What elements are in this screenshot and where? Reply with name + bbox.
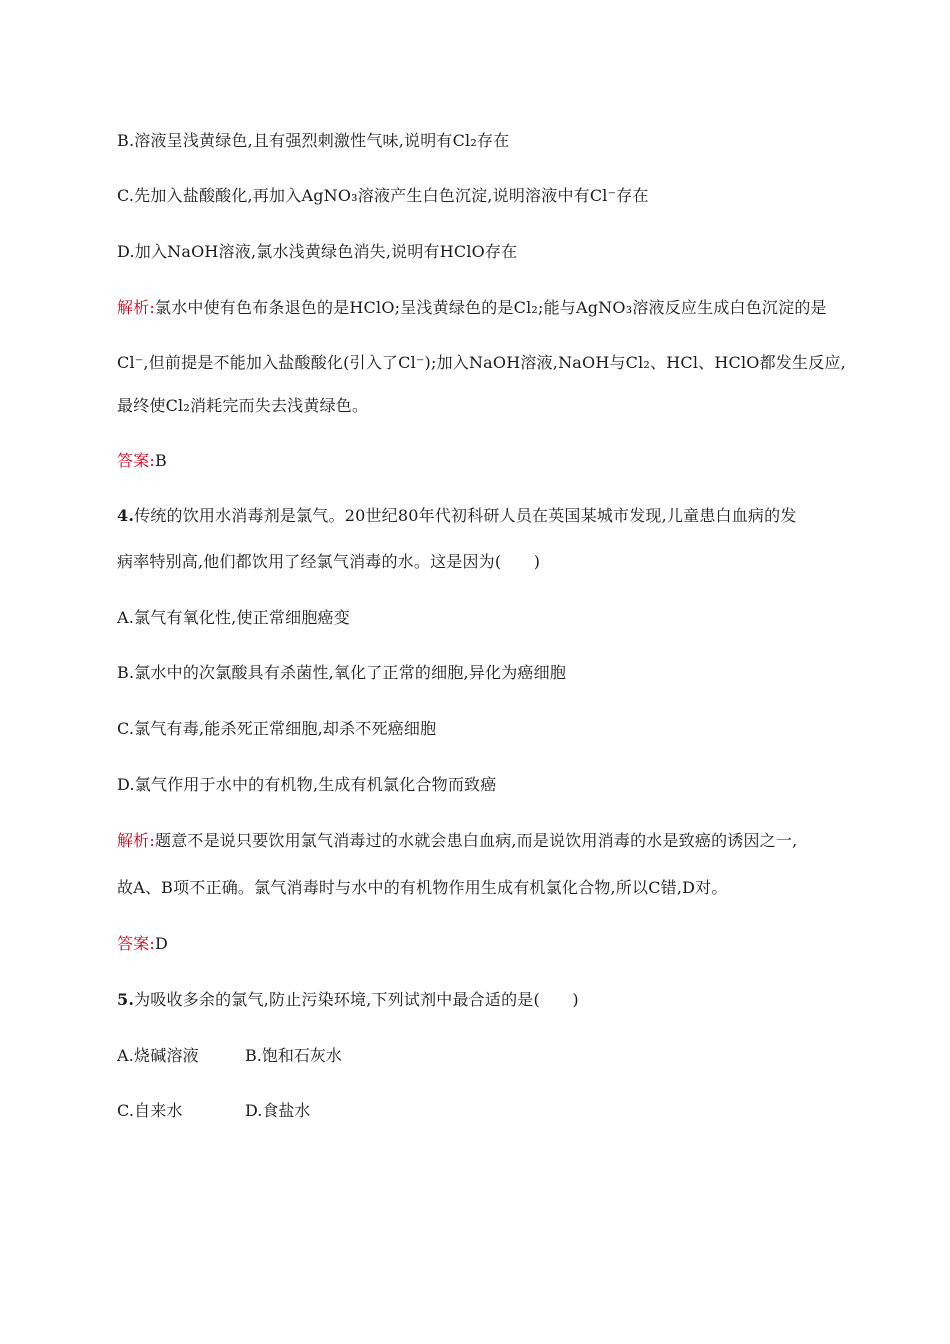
answer-value: D xyxy=(155,934,169,953)
q5-option-b: B.饱和石灰水 xyxy=(245,1046,342,1065)
question-number: 4. xyxy=(117,506,135,525)
q3-option-b: B.溶液呈浅黄绿色,且有强烈刺激性气味,说明有Cl₂存在 xyxy=(117,131,510,150)
q4-analysis-text-1: 题意不是说只要饮用氯气消毒过的水就会患白血病,而是说饮用消毒的水是致癌的诱因之一, xyxy=(155,831,798,850)
q5-option-d: D.食盐水 xyxy=(245,1101,311,1120)
q4-stem-line-1 xyxy=(117,505,797,527)
q3-analysis-line-1 xyxy=(117,297,827,319)
q4-analysis-line-1 xyxy=(117,830,797,852)
answer-label: 答案: xyxy=(117,451,155,470)
q4-option-b: B.氯水中的次氯酸具有杀菌性,氧化了正常的细胞,异化为癌细胞 xyxy=(117,663,567,682)
q5-stem xyxy=(117,989,579,1011)
q3-answer xyxy=(117,450,167,472)
analysis-label: 解析: xyxy=(117,831,155,850)
q4-analysis-line-2: 故A、B项不正确。氯气消毒时与水中的有机物作用生成有机氯化合物,所以C错,D对。 xyxy=(117,878,728,897)
q3-option-d: D.加入NaOH溶液,氯水浅黄绿色消失,说明有HClO存在 xyxy=(117,242,518,261)
q3-analysis-line-2: Cl⁻,但前提是不能加入盐酸酸化(引入了Cl⁻);加入NaOH溶液,NaOH与Cl₂、HCl、HClO都发生反应, xyxy=(117,353,846,372)
answer-label: 答案: xyxy=(117,934,155,953)
q4-option-d: D.氯气作用于水中的有机物,生成有机氯化合物而致癌 xyxy=(117,775,497,794)
q4-answer xyxy=(117,933,168,955)
q5-stem-text: 为吸收多余的氯气,防止污染环境,下列试剂中最合适的是( ) xyxy=(134,990,579,1009)
analysis-label: 解析: xyxy=(117,298,155,317)
question-number: 5. xyxy=(117,990,135,1009)
q3-analysis-text-1: 氯水中使有色布条退色的是HClO;呈浅黄绿色的是Cl₂;能与AgNO₃溶液反应生成白色沉淀的是 xyxy=(155,298,827,317)
q4-stem-line-2: 病率特别高,他们都饮用了经氯气消毒的水。这是因为( ) xyxy=(117,552,541,571)
answer-value: B xyxy=(155,451,167,470)
q5-option-c: C.自来水 xyxy=(117,1101,183,1120)
q3-option-c: C.先加入盐酸酸化,再加入AgNO₃溶液产生白色沉淀,说明溶液中有Cl⁻存在 xyxy=(117,186,649,205)
q3-analysis-line-3: 最终使Cl₂消耗完而失去浅黄绿色。 xyxy=(117,396,369,415)
q4-option-c: C.氯气有毒,能杀死正常细胞,却杀不死癌细胞 xyxy=(117,719,437,738)
q4-stem-text-1: 传统的饮用水消毒剂是氯气。20世纪80年代初科研人员在英国某城市发现,儿童患白血病的发 xyxy=(134,506,797,525)
q4-option-a: A.氯气有氧化性,使正常细胞癌变 xyxy=(117,608,350,627)
q5-option-a: A.烧碱溶液 xyxy=(117,1046,199,1065)
